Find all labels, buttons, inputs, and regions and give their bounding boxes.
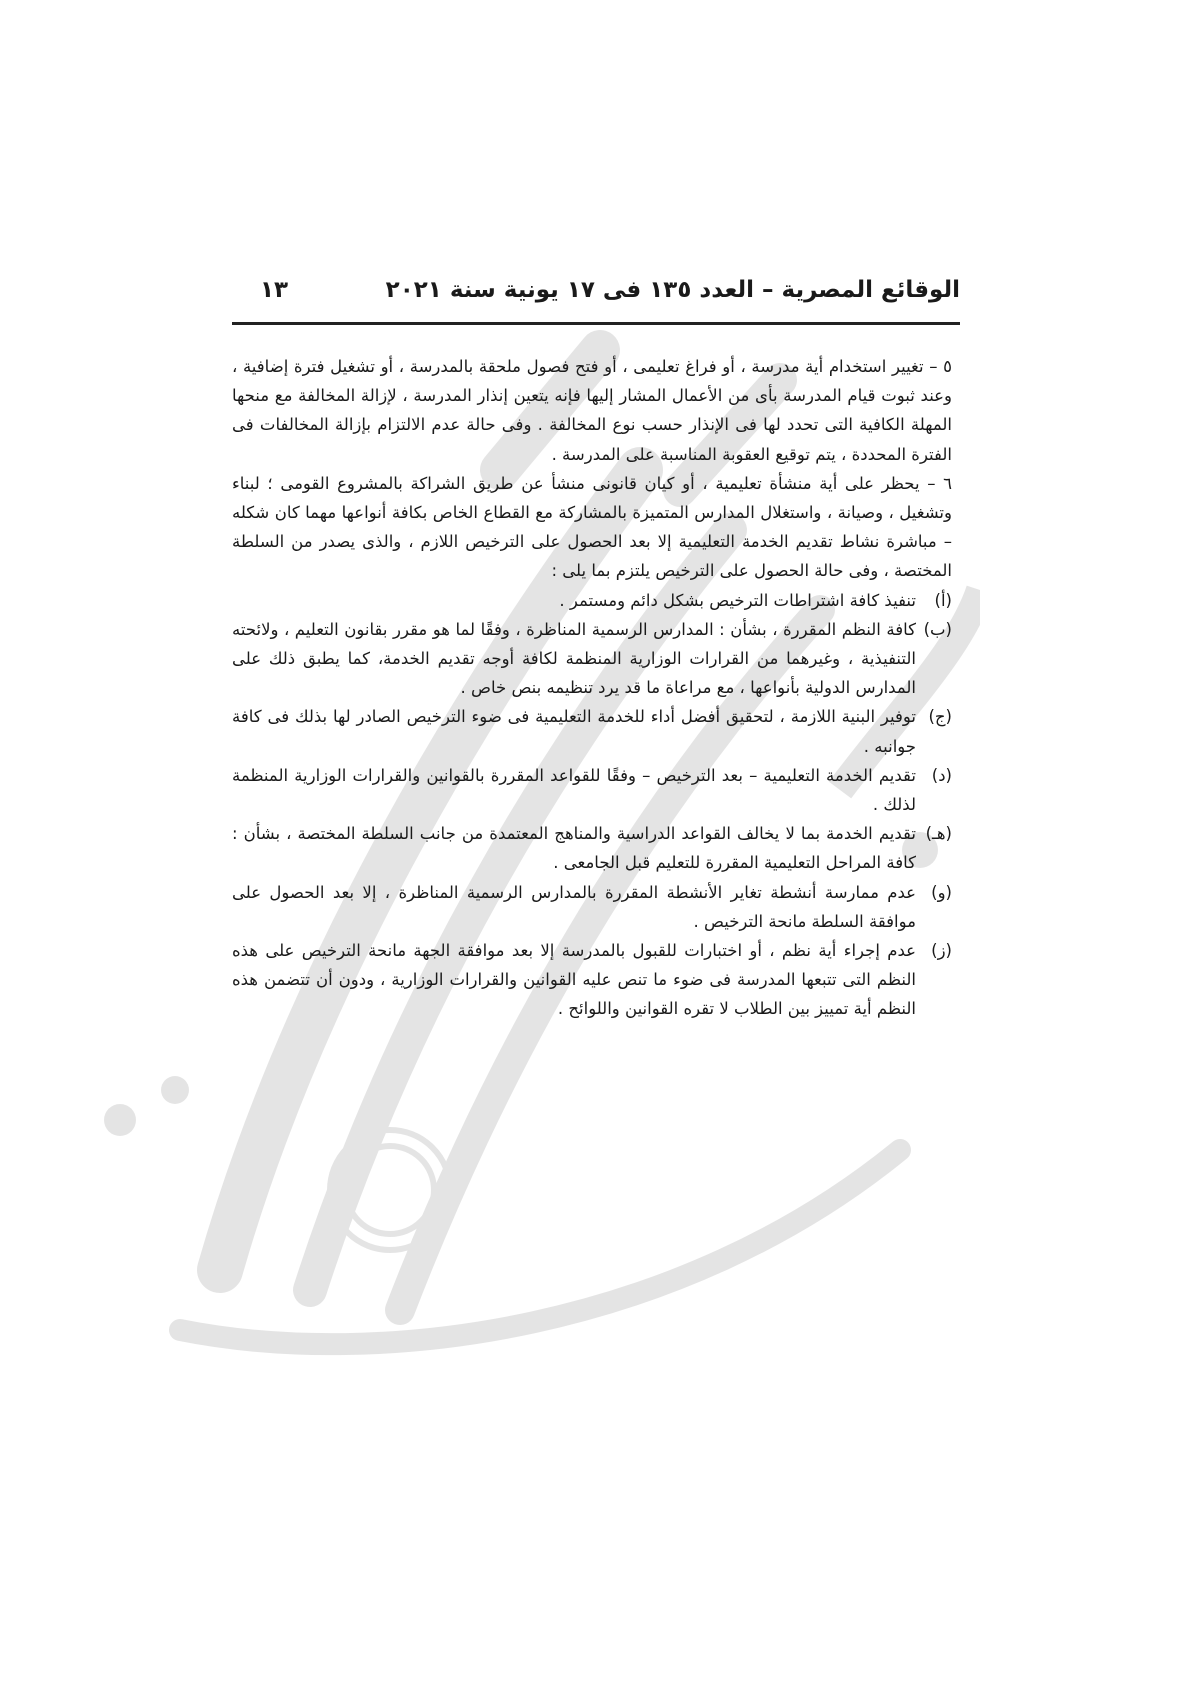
list-item-marker: (ب) — [923, 619, 952, 639]
list-item-text: كافة النظم المقررة ، بشأن : المدارس الرسمية المناظرة ، وفقًا لما هو مقرر بقانون التعليم ، ولائحته التنفيذية ، وغيرهما من القرارات الوزارية المنظمة لكافة أوجه تقديم الخدمة، كما يطبق ذلك على المدارس الدولية بأنواعها ، مع مراعاة ما قد يرد تنظيمه بنص خاص . — [232, 619, 916, 698]
list-item-marker: (د) — [931, 765, 952, 785]
list-item-marker: (ج) — [928, 707, 952, 727]
list-item-text: عدم ممارسة أنشطة تغاير الأنشطة المقررة بالمدارس الرسمية المناظرة ، إلا بعد الحصول على موافقة السلطة مانحة الترخيص . — [232, 882, 916, 931]
header-divider — [232, 322, 960, 325]
list-item — [232, 878, 952, 936]
list-item — [232, 936, 952, 1024]
gazette-title: الوقائع المصرية – العدد ١٣٥ فى ١٧ يونية سنة ٢٠٢١ — [385, 277, 960, 303]
paragraph-6: ٦ – يحظر على أية منشأة تعليمية ، أو كيان قانونى منشأ عن طريق الشراكة بالمشروع القومى ؛ لبناء وتشغيل ، وصيانة ، واستغلال المدارس المتميزة بالمشاركة مع القطاع الخاص بكافة أنواعها مهما كان شكله – مباشرة نشاط تقديم الخدمة التعليمية إلا بعد الحصول على الترخيص اللازم ، والذى يصدر من السلطة المختصة ، وفى حالة الحصول على الترخيص يلتزم بما يلى : — [232, 473, 952, 581]
list-item-text: تقديم الخدمة التعليمية – بعد الترخيص – وفقًا للقواعد المقررة بالقوانين والقرارات الوزارية المنظمة لذلك . — [232, 765, 916, 815]
list-item-marker: (هـ) — [925, 824, 952, 844]
list-item-marker: (و) — [931, 882, 952, 902]
list-item-text: تقديم الخدمة بما لا يخالف القواعد الدراسية والمناهج المعتمدة من جانب السلطة المختصة ، بشأن : كافة المراحل التعليمية المقررة للتعليم قبل الجامعى . — [232, 824, 916, 873]
list-item-text: تنفيذ كافة اشتراطات الترخيص بشكل دائم ومستمر . — [559, 590, 916, 610]
page-number: ١٣ — [260, 277, 289, 303]
list-item-marker: (ز) — [931, 941, 952, 961]
list-item — [232, 586, 952, 615]
page-header — [240, 270, 960, 310]
list-item — [232, 819, 952, 877]
paragraph-5: ٥ – تغيير استخدام أية مدرسة ، أو فراغ تعليمى ، أو فتح فصول ملحقة بالمدرسة ، أو تشغيل فترة إضافية ، وعند ثبوت قيام المدرسة بأى من الأعمال المشار إليها فإنه يتعين إنذار المدرسة ، لإزالة المخالفة مع منحها المهلة الكافية التى تحدد لها فى الإنذار حسب نوع المخالفة . وفى حالة عدم الالتزام بإزالة المخالفات فى الفترة المحددة ، يتم توقيع العقوبة المناسبة على المدرسة . — [232, 357, 952, 464]
list-item-text: عدم إجراء أية نظم ، أو اختبارات للقبول بالمدرسة إلا بعد موافقة الجهة مانحة الترخيص على هذه النظم التى تتبعها المدرسة فى ضوء ما تنص عليه القوانين والقرارات الوزارية ، ودون أن تتضمن هذه النظم أية تمييز بين الطلاب لا تقره القوانين واللوائح . — [232, 941, 916, 1019]
list-item — [232, 615, 952, 703]
list-item — [232, 702, 952, 760]
list-item-text: توفير البنية اللازمة ، لتحقيق أفضل أداء للخدمة التعليمية فى ضوء الترخيص الصادر لها بذلك فى كافة جوانبه . — [232, 707, 916, 756]
list-item — [232, 761, 952, 819]
document-body — [232, 352, 952, 1024]
list-item-marker: (أ) — [934, 590, 952, 610]
